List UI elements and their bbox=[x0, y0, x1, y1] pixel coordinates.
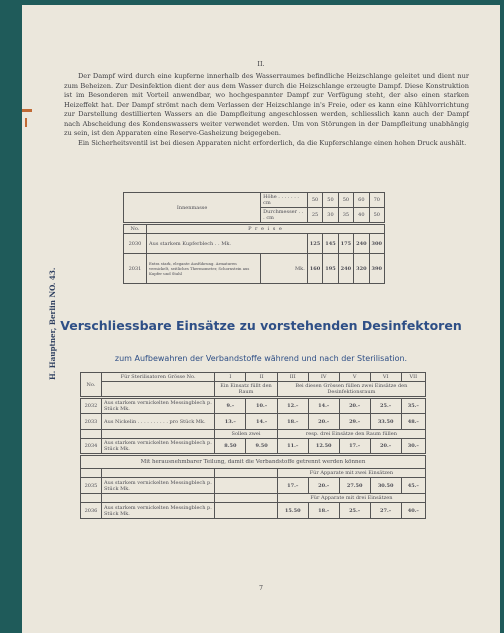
table-cell: Aus starkem vernickelten Messingblech p. Stück Mk. bbox=[102, 478, 215, 494]
table-cell: 20.– bbox=[308, 478, 339, 494]
table-cell: 14.– bbox=[246, 414, 277, 430]
table-cell: 10.– bbox=[246, 398, 277, 414]
table-cell: 48.– bbox=[401, 414, 425, 430]
table-cell: 320 bbox=[354, 254, 369, 284]
table-cell: 13.– bbox=[215, 414, 246, 430]
table-cell: 2035 bbox=[81, 478, 102, 494]
table-cell: 17.– bbox=[277, 478, 308, 494]
paragraph: Der Dampf wird durch eine kupferne innerhalb des Wasserraumes befindliche Heizschlange geleitet und dient nur zum Beheizen. Zur Desinfektion dient der aus dem Wasser durch die Heizschlange erzeugte Dampf. Diese Konstruktion ist im Besonderen mit Vorteil anwendbar, wo hochgespannter Dampf zur Verfügung steht, der also einen starken Heizeffekt hat. Der Dampf strömt nach dem Verlassen der Heizschlange in's Freie, oder es kann eine Kühlvorrichtung zur Darstellung destillierten Wassers an die Dampfleitung angeschlossen werden, schliesslich kann auch der Dampf nach Abscheidung des Kondenswassers weiter verwendet werden. Um von Störungen in der Dampfleitung unabhängig zu sein, ist den Apparaten eine Reserve-Gasheizung beigegeben. bbox=[64, 72, 469, 137]
table-cell: 33.50 bbox=[370, 414, 401, 430]
table-cell: Innenmasse bbox=[124, 193, 261, 224]
table-cell: Ein Einsatz füllt den Raum bbox=[215, 382, 278, 398]
table-cell: 29.– bbox=[339, 414, 370, 430]
table-cell bbox=[81, 430, 102, 439]
table-cell: P r e i s e bbox=[147, 224, 385, 234]
page-header: II. bbox=[257, 60, 265, 68]
table-cell: 9.50 bbox=[246, 439, 277, 455]
table-cell: V bbox=[339, 373, 370, 382]
table-cell: 60 bbox=[354, 193, 369, 208]
table-cell: 27.– bbox=[370, 503, 401, 519]
table-cell: IV bbox=[308, 373, 339, 382]
table-cell: 160 bbox=[307, 254, 322, 284]
table-cell: 40.– bbox=[401, 503, 425, 519]
table-cell: No. bbox=[124, 224, 147, 234]
table-cell: Aus starkem vernickelten Messingblech p. Stück Mk. bbox=[102, 439, 215, 455]
table-cell: Aus starkem vernickelten Messingblech p. Stück Mk. bbox=[102, 503, 215, 519]
table-cell: 25.– bbox=[370, 398, 401, 414]
table-cell: 300 bbox=[369, 234, 384, 254]
table-cell: 50 bbox=[369, 208, 384, 224]
table-cell: 240 bbox=[354, 234, 369, 254]
page-number: 7 bbox=[259, 585, 263, 592]
table-cell: 15.50 bbox=[277, 503, 308, 519]
table-cell bbox=[81, 469, 102, 478]
publisher-imprint: H. Hauptner, Berlin NO. 43. bbox=[48, 267, 57, 380]
table-cell: 175 bbox=[338, 234, 353, 254]
table-cell: 25 bbox=[307, 208, 322, 224]
section-subheading: zum Aufbewahren der Verbandstoffe während und nach der Sterilisation. bbox=[114, 354, 408, 363]
table-cell: Höhe . . . . . . . cm bbox=[261, 193, 308, 208]
table-cell bbox=[81, 494, 102, 503]
table-cell: Bei diesen Grössen füllen zwei Einsätze den Desinfektionsraum bbox=[277, 382, 425, 398]
table-cell: Aus Nickelin . . . . . . . . . . pro Stück Mk. bbox=[102, 414, 215, 430]
table-cell bbox=[102, 382, 215, 398]
section-heading: Verschliessbare Einsätze zu vorstehenden Desinfektoren bbox=[60, 318, 462, 333]
table-cell: 240 bbox=[338, 254, 353, 284]
price-table-desinfektor bbox=[123, 192, 385, 284]
table-cell: I bbox=[215, 373, 246, 382]
table-cell: 20.– bbox=[339, 398, 370, 414]
table-cell: 12.– bbox=[277, 398, 308, 414]
table-cell: 8.50 bbox=[215, 439, 246, 455]
table-cell: 195 bbox=[323, 254, 338, 284]
table-cell: 27.50 bbox=[339, 478, 370, 494]
paper-mark bbox=[25, 118, 27, 127]
table-cell: 17.– bbox=[339, 439, 370, 455]
table-cell bbox=[215, 469, 278, 478]
table-cell: No. bbox=[81, 373, 102, 398]
table-cell: 2030 bbox=[124, 234, 147, 254]
table-cell: Mit herausnehmbarer Teilung, damit die Verbandstoffe getrennt werden können bbox=[81, 455, 426, 469]
table-cell: 20.– bbox=[370, 439, 401, 455]
table-cell: Durchmesser . . . cm bbox=[261, 208, 308, 224]
table-cell: 25.– bbox=[339, 503, 370, 519]
table-cell bbox=[102, 469, 215, 478]
table-cell: Für Sterilisatoren Grösse No. bbox=[102, 373, 215, 382]
paragraph: Ein Sicherheitsventil ist bei diesen Apparaten nicht erforderlich, da die Kupferschlange einen hohen Druck aushält. bbox=[78, 138, 467, 147]
table-cell: Mk. bbox=[261, 254, 308, 284]
table-cell: 20.– bbox=[308, 414, 339, 430]
table-cell: II bbox=[246, 373, 277, 382]
table-cell: 50 bbox=[323, 193, 338, 208]
table-cell: 70 bbox=[369, 193, 384, 208]
table-cell: 30.50 bbox=[370, 478, 401, 494]
table-cell bbox=[102, 494, 215, 503]
table-cell: resp. drei Einsätze den Raum füllen bbox=[277, 430, 425, 439]
table-cell: Extra stark, elegante Ausführung. Armaturen vernickelt, seitliches Thermometer, Schornstein aus Kupfer und Stahl bbox=[147, 254, 261, 284]
table-cell: Aus starkem vernickelten Messingblech p. Stück Mk. bbox=[102, 398, 215, 414]
table-cell bbox=[215, 494, 278, 503]
table-cell: Sollen zwei bbox=[215, 430, 278, 439]
table-cell: 390 bbox=[369, 254, 384, 284]
table-cell: 45.– bbox=[401, 478, 425, 494]
table-cell: 18.– bbox=[308, 503, 339, 519]
table-cell: 30 bbox=[323, 208, 338, 224]
table-cell: 11.– bbox=[277, 439, 308, 455]
table-cell: 2032 bbox=[81, 398, 102, 414]
table-cell: VII bbox=[401, 373, 425, 382]
table-cell: 9.– bbox=[215, 398, 246, 414]
table-cell: 2034 bbox=[81, 439, 102, 455]
paper-mark bbox=[22, 109, 32, 112]
table-cell bbox=[102, 430, 215, 439]
table-cell: Aus starkem Kupferblech . . Mk. bbox=[147, 234, 308, 254]
table-cell: 50 bbox=[307, 193, 322, 208]
table-cell: 14.– bbox=[308, 398, 339, 414]
table-cell: 12.50 bbox=[308, 439, 339, 455]
table-cell: 35 bbox=[338, 208, 353, 224]
table-cell: 2031 bbox=[124, 254, 147, 284]
body-text bbox=[64, 72, 469, 148]
table-cell: 2033 bbox=[81, 414, 102, 430]
table-cell: Für Apparate mit zwei Einsätzen bbox=[277, 469, 425, 478]
table-cell bbox=[215, 478, 278, 494]
table-cell: 18.– bbox=[277, 414, 308, 430]
table-cell: 35.– bbox=[401, 398, 425, 414]
table-cell: 145 bbox=[323, 234, 338, 254]
table-cell bbox=[215, 503, 278, 519]
table-cell: III bbox=[277, 373, 308, 382]
table-cell: Für Apparate mit drei Einsätzen bbox=[277, 494, 425, 503]
table-cell: 30.– bbox=[401, 439, 425, 455]
price-table-einsaetze bbox=[80, 372, 426, 519]
table-cell: VI bbox=[370, 373, 401, 382]
table-cell: 40 bbox=[354, 208, 369, 224]
table-cell: 2036 bbox=[81, 503, 102, 519]
table-cell: 50 bbox=[338, 193, 353, 208]
table-cell: 125 bbox=[307, 234, 322, 254]
catalog-page bbox=[22, 5, 500, 633]
